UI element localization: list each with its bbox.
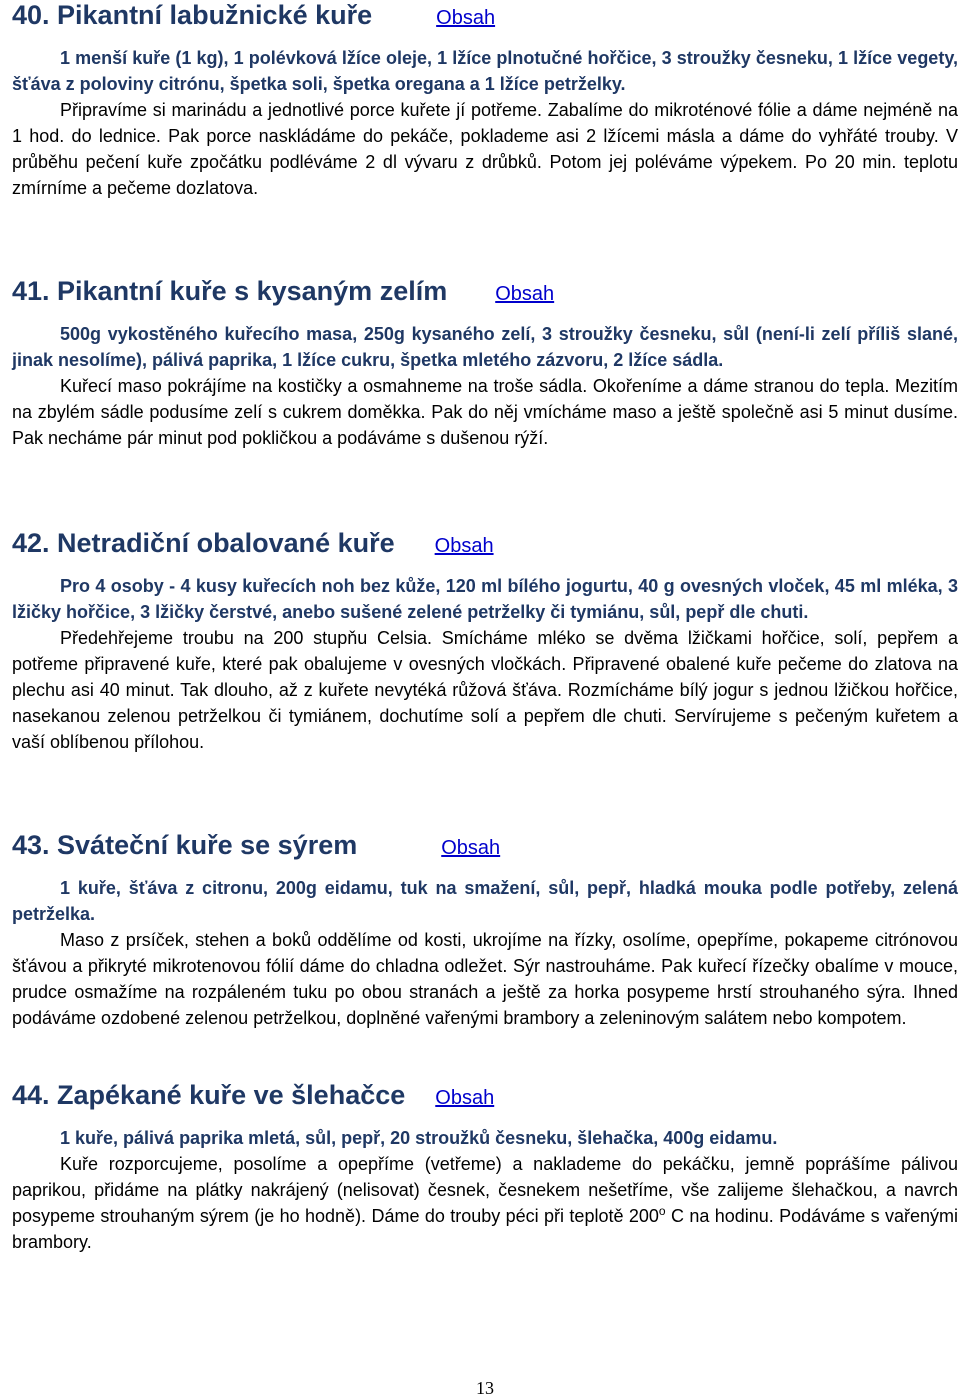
recipe-instructions: Kuřecí maso pokrájíme na kostičky a osmahneme na troše sádla. Okořeníme a dáme stranou do tepla. Mezitím na zbylém sádle podusíme zelí s cukrem doměkka. Pak do něj vmícháme maso a ještě společně asi 5 minut dusíme. Pak necháme pár minut pod pokličkou a podáváme s dušenou rýží. [12,376,958,448]
obsah-link[interactable]: Obsah [436,7,496,29]
recipe-title-text: 40. Pikantní labužnické kuře [12,0,373,30]
recipe-instructions: Předehřejeme troubu na 200 stupňu Celsia. Smícháme mléko se dvěma lžičkami hořčice, solí, pepřem a potřeme připravené kuře, které pak obalujeme v ovesných vločkách. Připravené obalené kuře pečeme do zlatova na plechu asi 40 minut. Tak dlouho, až z kuřete nevytéká růžová šťáva. Rozmícháme bílý jogur s jednou lžičkou hořčice, nasekanou zelenou petrželkou či tymiánem, dochutíme solí a pepřem dle chuti. Servírujeme s pečeným kuřetem a vaší oblíbenou přílohou. [12,628,958,752]
recipe-title-text: 44. Zapékané kuře ve šlehačce [12,1080,406,1110]
obsah-link[interactable]: Obsah [441,837,501,859]
degree-superscript: o [658,1204,666,1218]
recipe-ingredients: 1 kuře, pálivá paprika mletá, sůl, pepř, 20 stroužků česneku, šlehačka, 400g eidamu. [60,1128,778,1148]
recipe-instructions: Připravíme si marinádu a jednotlivé porce kuřete jí potřeme. Zabalíme do mikroténové fólie a dáme nejméně na 1 hod. do lednice. Pak porce naskládáme do pekáče, poklademe asi 2 lžícemi másla a dáme do vyhřáté trouby. V průběhu pečení kuře zpočátku podléváme 2 dl vývaru z drůbků. Potom jej poléváme výpekem. Po 20 min. teplotu zmírníme a pečeme dozlatova. [12,100,958,198]
recipe-title-text: 43. Sváteční kuře se sýrem [12,830,358,860]
recipe-42 [12,528,958,755]
instructions-text-part-1: Kuře rozporcujeme, posolíme a opepříme (vetřeme) a naklademe do pekáčku, jemně poprášíme pálivou paprikou, přidáme na plátky nakrájený (nelisovat) česnek, česnekem nešetříme, vše zalijeme šlehačkou, a navrch posypeme strouhaným sýrem (je ho hodně). Dáme do trouby péci při teplotě 200 [12,1154,958,1226]
recipe-44 [12,1080,958,1255]
recipe-title [12,276,958,309]
recipe-title [12,528,958,561]
recipe-title [12,1080,958,1113]
recipe-instructions [12,1151,958,1255]
recipe-41 [12,276,958,451]
recipe-ingredients: 500g vykostěného kuřecího masa, 250g kysaného zelí, 3 stroužky česneku, sůl (není-li zelí příliš slané, jinak nesolíme), pálivá paprika, 1 lžíce cukru, špetka mletého zázvoru, 2 lžíce sádla. [12,324,958,370]
recipe-title-text: 42. Netradiční obalované kuře [12,528,395,558]
recipe-title [12,830,958,863]
recipe-instructions: Maso z prsíček, stehen a boků oddělíme od kosti, ukrojíme na řízky, osolíme, opepříme, pokapeme citrónovou šťávou a přikryté mikrotenovou fólií dáme do chladna odležet. Sýr nastrouháme. Pak kuřecí řízečky obalíme v mouce, prudce osmažíme na rozpáleném tuku po obou stranách a ještě za horka posypeme hrstí strouhaného sýra. Ihned podáváme ozdobené zelenou petrželkou, doplněné vařenými brambory a zeleninovým salátem nebo kompotem. [12,930,958,1028]
recipe-ingredients: Pro 4 osoby - 4 kusy kuřecích noh bez kůže, 120 ml bílého jogurtu, 40 g ovesných vloček, 45 ml mléka, 3 lžičky hořčice, 3 lžičky čerstvé, anebo sušené zelené petrželky či tymiánu, sůl, pepř dle chuti. [12,576,958,622]
recipe-title-text: 41. Pikantní kuře s kysaným zelím [12,276,448,306]
recipe-title [12,0,958,33]
recipe-ingredients: 1 menší kuře (1 kg), 1 polévková lžíce oleje, 1 lžíce plnotučné hořčice, 3 stroužky česneku, 1 lžíce vegety, šťáva z poloviny citrónu, špetka soli, špetka oregana a 1 lžíce petrželky. [12,48,958,94]
obsah-link[interactable]: Obsah [495,283,555,305]
recipe-40 [12,0,958,201]
recipe-43 [12,830,958,1031]
obsah-link[interactable]: Obsah [434,535,494,557]
instructions-text-part-2: C na hodinu. Podáváme s vařenými brambory. [12,1206,959,1252]
document-page [12,0,958,1400]
page-number: 13 [476,1378,494,1398]
recipe-ingredients: 1 kuře, šťáva z citronu, 200g eidamu, tuk na smažení, sůl, pepř, hladká mouka podle potřeby, zelená petrželka. [12,878,958,924]
obsah-link[interactable]: Obsah [435,1087,495,1109]
